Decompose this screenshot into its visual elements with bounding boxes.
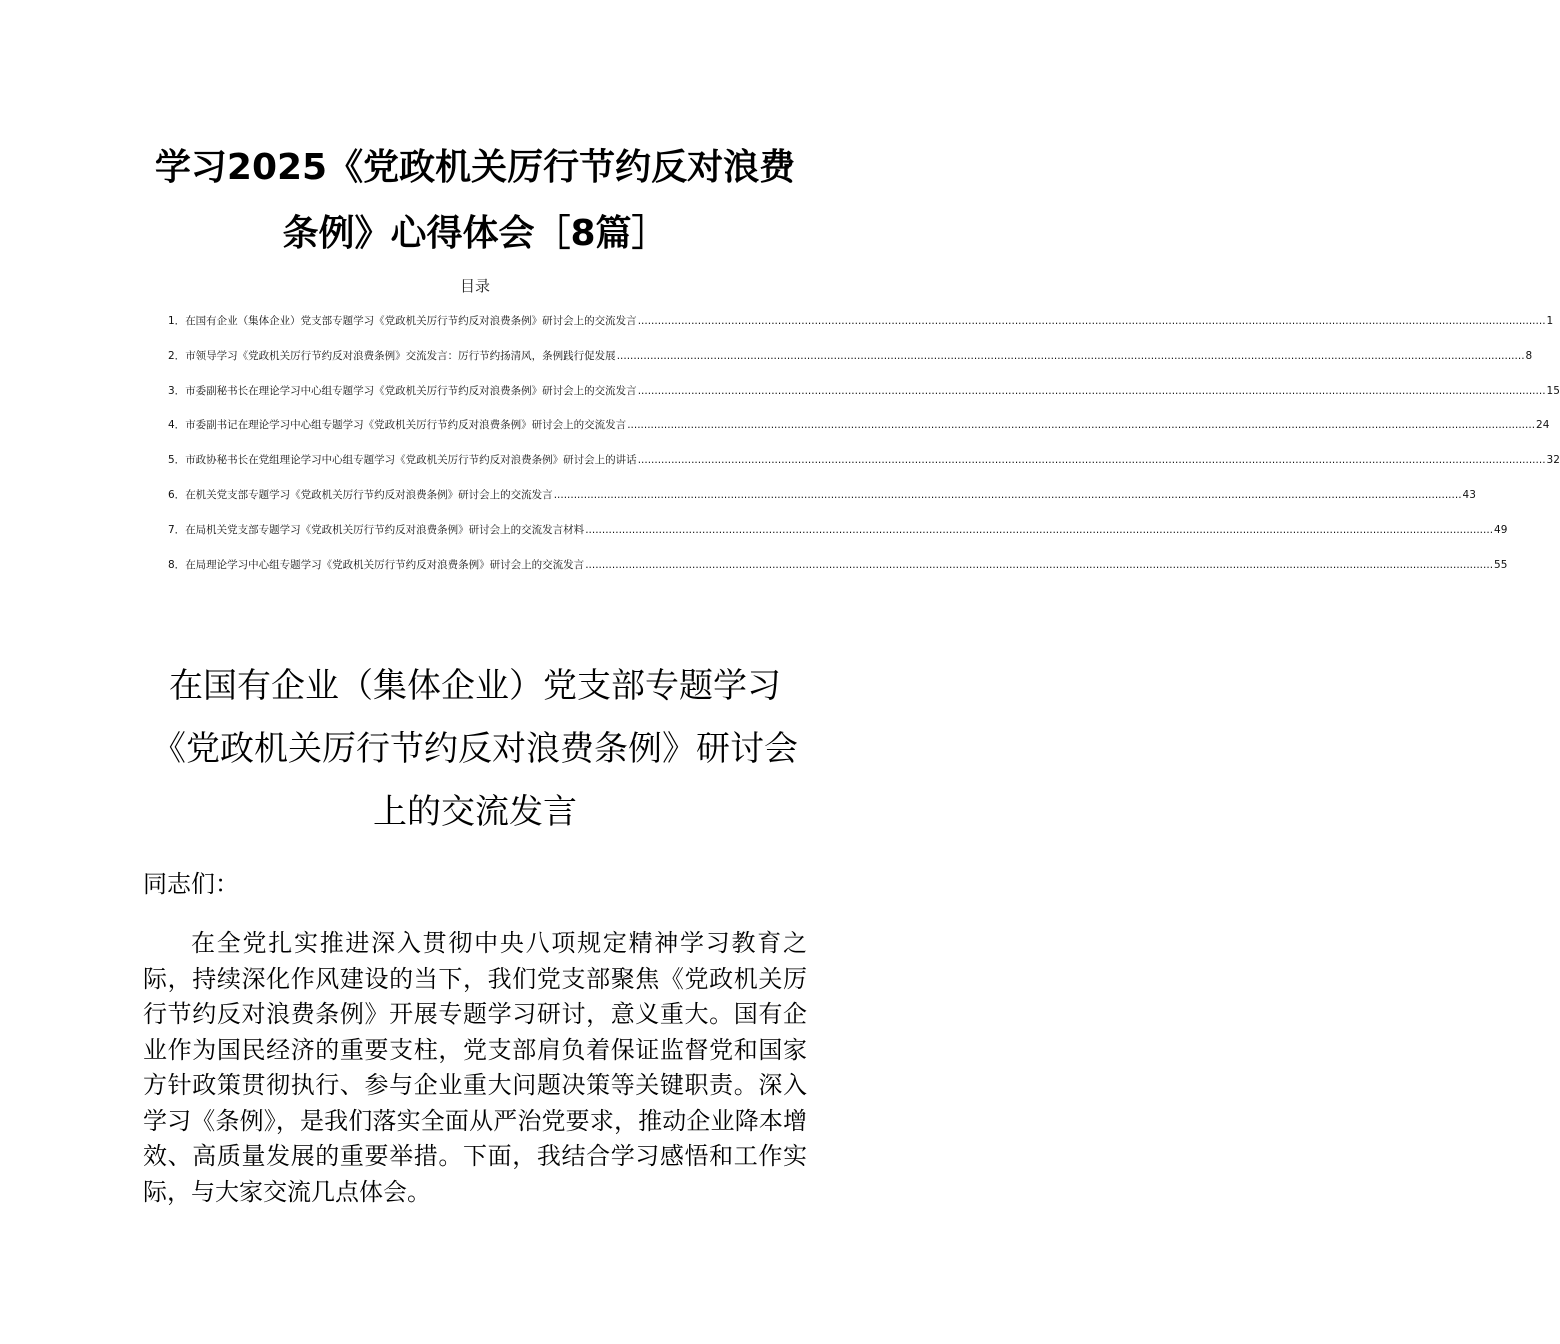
toc-item-text: 市委副书记在理论学习中心组专题学习《党政机关厉行节约反对浪费条例》研讨会上的交流发言 — [185, 419, 627, 432]
toc-item-text: 市委副秘书长在理论学习中心组专题学习《党政机关厉行节约反对浪费条例》研讨会上的交流发言 — [185, 384, 637, 397]
toc-item-number: 1． — [168, 315, 186, 327]
toc-item-number: 4． — [168, 419, 186, 432]
toc-item-page: 49 — [1494, 523, 1508, 536]
toc-item-number: 5． — [168, 454, 186, 467]
article-title: 在国有企业（集体企业）党支部专题学习《党政机关厉行节约反对浪费条例》研讨会上的交流发言 — [152, 666, 798, 832]
toc-leader-dots — [638, 451, 1546, 469]
table-of-contents — [168, 312, 1560, 590]
toc-leader-dots — [585, 521, 1493, 539]
toc-item-text: 在机关党支部专题学习《党政机关厉行节约反对浪费条例》研讨会上的交流发言 — [185, 488, 553, 501]
body-paragraph: 在全党扎实推进深入贯彻中央八项规定精神学习教育之际，持续深化作风建设的当下，我们党支部聚焦《党政机关厉行节约反对浪费条例》开展专题学习研讨，意义重大。国有企业作为国民经济的重要支柱，党支部肩负着保证监督党和国家方针政策贯彻执行、参与企业重大问题决策等关键职责。深入学习《条例》，是我们落实全面从严治党要求，推动企业降本增效、高质量发展的重要举措。下面，我结合学习感悟和工作实际，与大家交流几点体会。 — [143, 929, 807, 1206]
toc-leader-dots — [638, 312, 1546, 330]
toc-item-text: 在局机关党支部专题学习《党政机关厉行节约反对浪费条例》研讨会上的交流发言材料 — [185, 523, 585, 536]
toc-item-text: 在国有企业（集体企业）党支部专题学习《党政机关厉行节约反对浪费条例》研讨会上的交流发言 — [185, 315, 637, 327]
toc-item-number: 8． — [168, 558, 186, 571]
toc-item-text: 在局理论学习中心组专题学习《党政机关厉行节约反对浪费条例》研讨会上的交流发言 — [185, 558, 585, 571]
toc-item[interactable] — [168, 556, 1508, 591]
toc-item-number: 6． — [168, 488, 186, 501]
toc-leader-dots — [554, 486, 1462, 504]
toc-item-number: 3． — [168, 384, 186, 397]
toc-item[interactable] — [168, 312, 1554, 347]
toc-item-page: 32 — [1546, 454, 1560, 467]
toc-item[interactable] — [168, 347, 1533, 382]
toc-item[interactable] — [168, 451, 1560, 486]
toc-item[interactable] — [168, 416, 1550, 451]
toc-item-text: 市政协秘书长在党组理论学习中心组专题学习《党政机关厉行节约反对浪费条例》研讨会上的讲话 — [185, 454, 637, 467]
toc-heading: 目录 — [459, 277, 490, 295]
toc-item[interactable] — [168, 382, 1560, 417]
toc-item-text: 市领导学习《党政机关厉行节约反对浪费条例》交流发言：厉行节约扬清风，条例践行促发展 — [185, 349, 616, 362]
toc-leader-dots — [638, 382, 1546, 400]
toc-item-page: 15 — [1546, 384, 1560, 397]
toc-leader-dots — [617, 347, 1525, 365]
toc-item-page: 55 — [1494, 558, 1508, 571]
toc-item-page: 8 — [1525, 349, 1533, 362]
toc-item[interactable] — [168, 521, 1508, 556]
toc-item[interactable] — [168, 486, 1476, 521]
toc-item-number: 7． — [168, 523, 186, 536]
toc-item-page: 24 — [1536, 419, 1550, 432]
toc-item-number: 2． — [168, 349, 186, 362]
toc-item-page: 43 — [1462, 488, 1476, 501]
document-title: 学习2025《党政机关厉行节约反对浪费条例》心得体会［8篇］ — [154, 147, 796, 254]
toc-leader-dots — [585, 556, 1493, 574]
toc-leader-dots — [627, 416, 1535, 434]
salutation: 同志们： — [143, 870, 239, 898]
toc-item-page: 1 — [1546, 315, 1554, 327]
